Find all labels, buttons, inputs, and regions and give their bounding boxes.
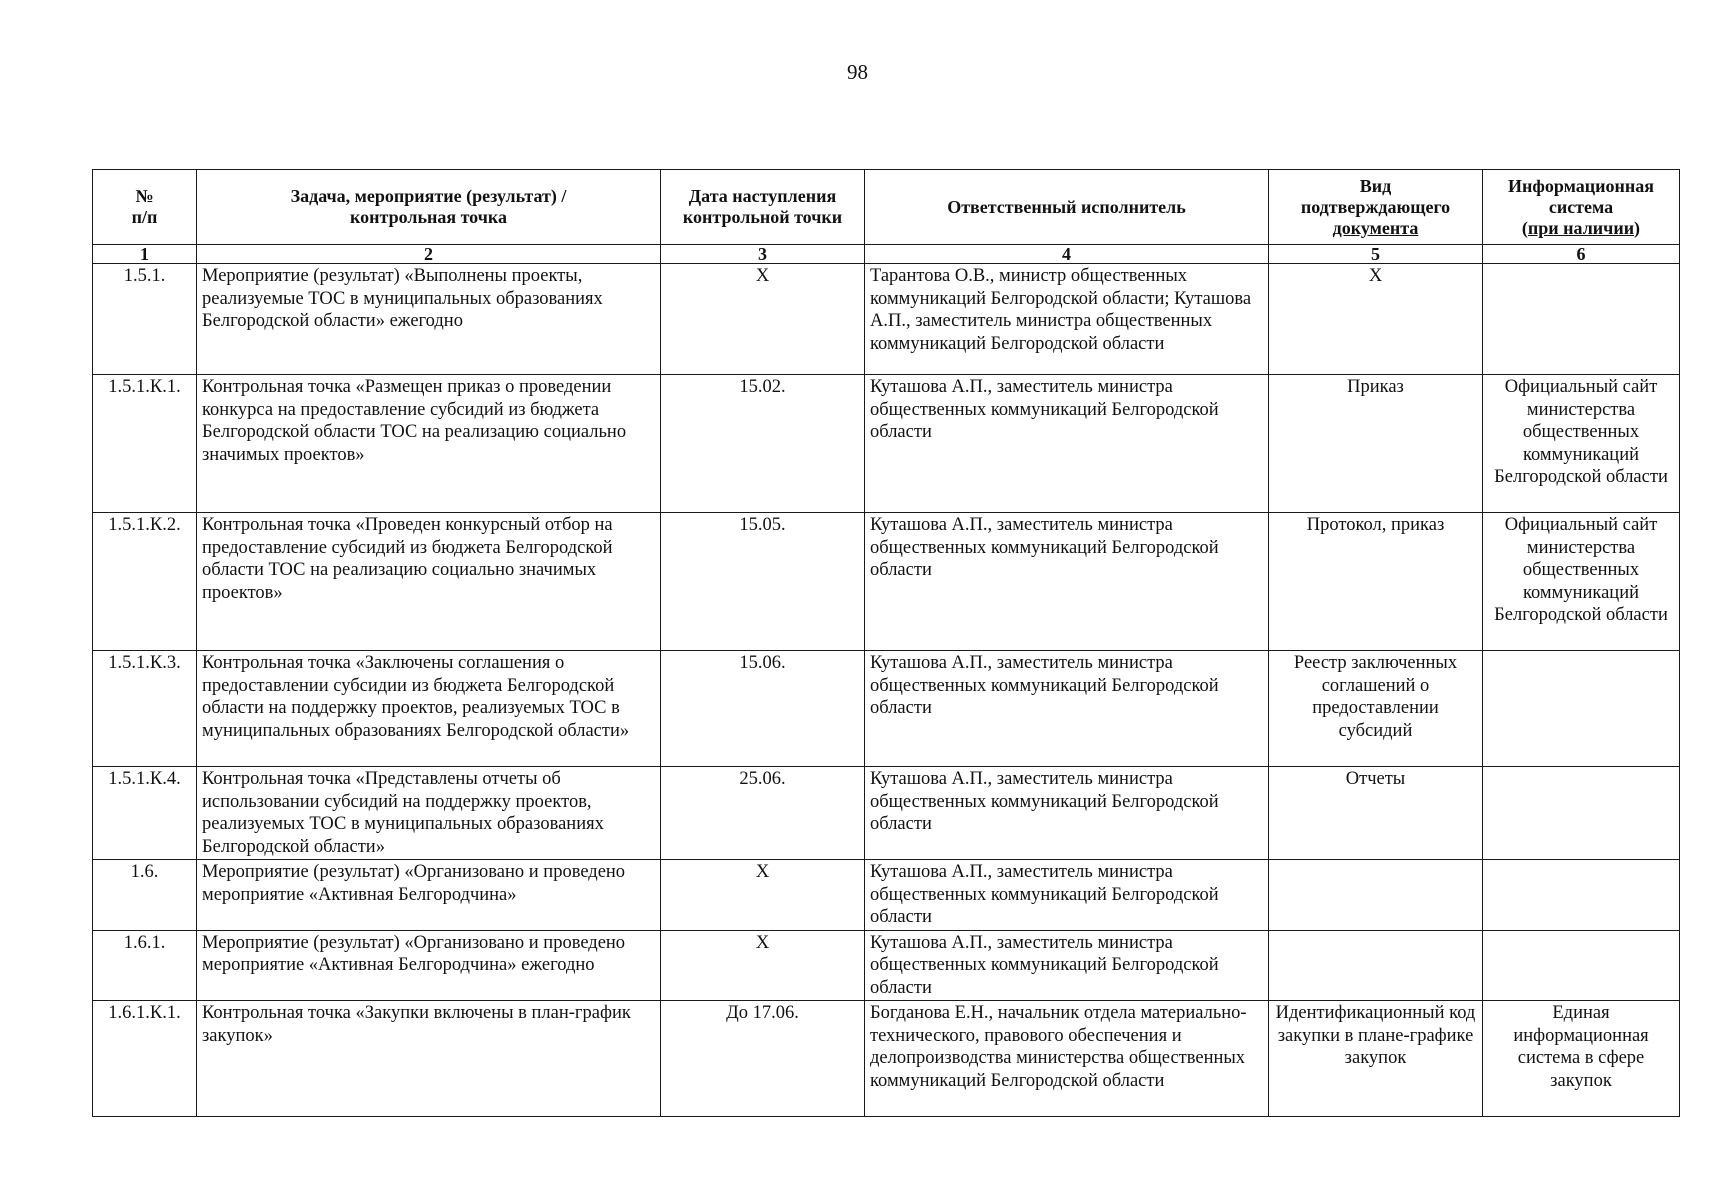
header-executor <box>865 170 1269 245</box>
header-document <box>1269 170 1483 245</box>
header-date <box>661 170 865 245</box>
cell-system <box>1483 860 1680 931</box>
header-document-line3: документа <box>1332 217 1419 238</box>
header-system-line2: система <box>1548 196 1614 217</box>
table-row <box>93 930 1680 1001</box>
cell-date: Х <box>661 930 865 1001</box>
cell-executor: Куташова А.П., заместитель министра общественных коммуникаций Белгородской области <box>865 930 1269 1001</box>
cell-task: Контрольная точка «Проведен конкурсный отбор на предоставление субсидий из бюджета Белгородской области ТОС на реализацию социально значимых проектов» <box>197 513 661 651</box>
table-row <box>93 767 1680 860</box>
column-number: 6 <box>1483 245 1680 264</box>
table-row <box>93 513 1680 651</box>
cell-document: Отчеты <box>1269 767 1483 860</box>
cell-date: 25.06. <box>661 767 865 860</box>
cell-document <box>1269 860 1483 931</box>
column-numbers-row <box>93 245 1680 264</box>
cell-document: Реестр заключенных соглашений о предоставлении субсидий <box>1269 651 1483 767</box>
cell-date: До 17.06. <box>661 1001 865 1117</box>
cell-date: Х <box>661 264 865 375</box>
cell-executor: Богданова Е.Н., начальник отдела материально-технического, правового обеспечения и делопроизводства министерства общественных коммуникаций Белгородской области <box>865 1001 1269 1117</box>
cell-executor: Куташова А.П., заместитель министра общественных коммуникаций Белгородской области <box>865 767 1269 860</box>
cell-system <box>1483 264 1680 375</box>
header-num-line1: № <box>135 186 154 206</box>
cell-document: Приказ <box>1269 375 1483 513</box>
cell-executor: Куташова А.П., заместитель министра общественных коммуникаций Белгородской области <box>865 860 1269 931</box>
cell-document: Х <box>1269 264 1483 375</box>
table-row <box>93 375 1680 513</box>
cell-num: 1.6.1.К.1. <box>93 1001 197 1117</box>
cell-task: Мероприятие (результат) «Организовано и проведено мероприятие «Активная Белгородчина» <box>197 860 661 931</box>
cell-num: 1.5.1. <box>93 264 197 375</box>
cell-system: Единая информационная система в сфере закупок <box>1483 1001 1680 1117</box>
cell-executor: Куташова А.П., заместитель министра общественных коммуникаций Белгородской области <box>865 651 1269 767</box>
header-system <box>1483 170 1680 245</box>
column-number: 1 <box>93 245 197 264</box>
cell-system: Официальный сайт министерства общественных коммуникаций Белгородской области <box>1483 513 1680 651</box>
header-document-line1: Вид <box>1359 175 1392 196</box>
cell-num: 1.5.1.К.4. <box>93 767 197 860</box>
cell-document <box>1269 930 1483 1001</box>
header-system-line3: (при наличии) <box>1521 217 1641 238</box>
cell-task: Контрольная точка «Закупки включены в план-график закупок» <box>197 1001 661 1117</box>
control-points-table <box>92 169 1680 1117</box>
header-row <box>93 170 1680 245</box>
header-num <box>93 170 197 245</box>
cell-date: 15.06. <box>661 651 865 767</box>
cell-date: 15.05. <box>661 513 865 651</box>
page-number: 98 <box>847 60 868 84</box>
table-row <box>93 264 1680 375</box>
table-row <box>93 1001 1680 1117</box>
cell-system <box>1483 930 1680 1001</box>
cell-executor: Тарантова О.В., министр общественных коммуникаций Белгородской области; Куташова А.П., заместитель министра общественных коммуникаций Белгородской области <box>865 264 1269 375</box>
column-number: 4 <box>865 245 1269 264</box>
column-number: 5 <box>1269 245 1483 264</box>
column-number: 3 <box>661 245 865 264</box>
header-date-line2: контрольной точки <box>682 207 843 227</box>
cell-num: 1.5.1.К.1. <box>93 375 197 513</box>
header-system-line1: Информационная <box>1508 175 1654 196</box>
cell-task: Контрольная точка «Представлены отчеты об использовании субсидий на поддержку проектов, реализуемых ТОС в муниципальных образованиях Белгородской области» <box>197 767 661 860</box>
cell-num: 1.6. <box>93 860 197 931</box>
header-task-line1: Задача, мероприятие (результат) / <box>290 186 567 206</box>
column-number: 2 <box>197 245 661 264</box>
header-num-line2: п/п <box>131 207 158 227</box>
cell-num: 1.5.1.К.2. <box>93 513 197 651</box>
cell-document: Протокол, приказ <box>1269 513 1483 651</box>
header-task <box>197 170 661 245</box>
header-date-line1: Дата наступления <box>688 186 837 206</box>
cell-task: Мероприятие (результат) «Организовано и проведено мероприятие «Активная Белгородчина» ежегодно <box>197 930 661 1001</box>
header-executor-line1: Ответственный исполнитель <box>947 196 1186 217</box>
header-task-line2: контрольная точка <box>350 207 507 227</box>
table-row <box>93 651 1680 767</box>
cell-num: 1.6.1. <box>93 930 197 1001</box>
cell-document: Идентификационный код закупки в плане-графике закупок <box>1269 1001 1483 1117</box>
table-body <box>93 264 1680 1117</box>
cell-task: Контрольная точка «Заключены соглашения о предоставлении субсидии из бюджета Белгородской области на поддержку проектов, реализуемых ТОС в муниципальных образованиях Белгородской области» <box>197 651 661 767</box>
table-header <box>93 170 1680 264</box>
cell-date: 15.02. <box>661 375 865 513</box>
cell-task: Мероприятие (результат) «Выполнены проекты, реализуемые ТОС в муниципальных образованиях Белгородской области» ежегодно <box>197 264 661 375</box>
cell-executor: Куташова А.П., заместитель министра общественных коммуникаций Белгородской области <box>865 513 1269 651</box>
cell-task: Контрольная точка «Размещен приказ о проведении конкурса на предоставление субсидий из бюджета Белгородской области ТОС на реализацию социально значимых проектов» <box>197 375 661 513</box>
cell-system: Официальный сайт министерства общественных коммуникаций Белгородской области <box>1483 375 1680 513</box>
cell-executor: Куташова А.П., заместитель министра общественных коммуникаций Белгородской области <box>865 375 1269 513</box>
cell-system <box>1483 767 1680 860</box>
cell-num: 1.5.1.К.3. <box>93 651 197 767</box>
header-document-line2: подтверждающего <box>1300 196 1451 217</box>
cell-date: Х <box>661 860 865 931</box>
cell-system <box>1483 651 1680 767</box>
table-row <box>93 860 1680 931</box>
